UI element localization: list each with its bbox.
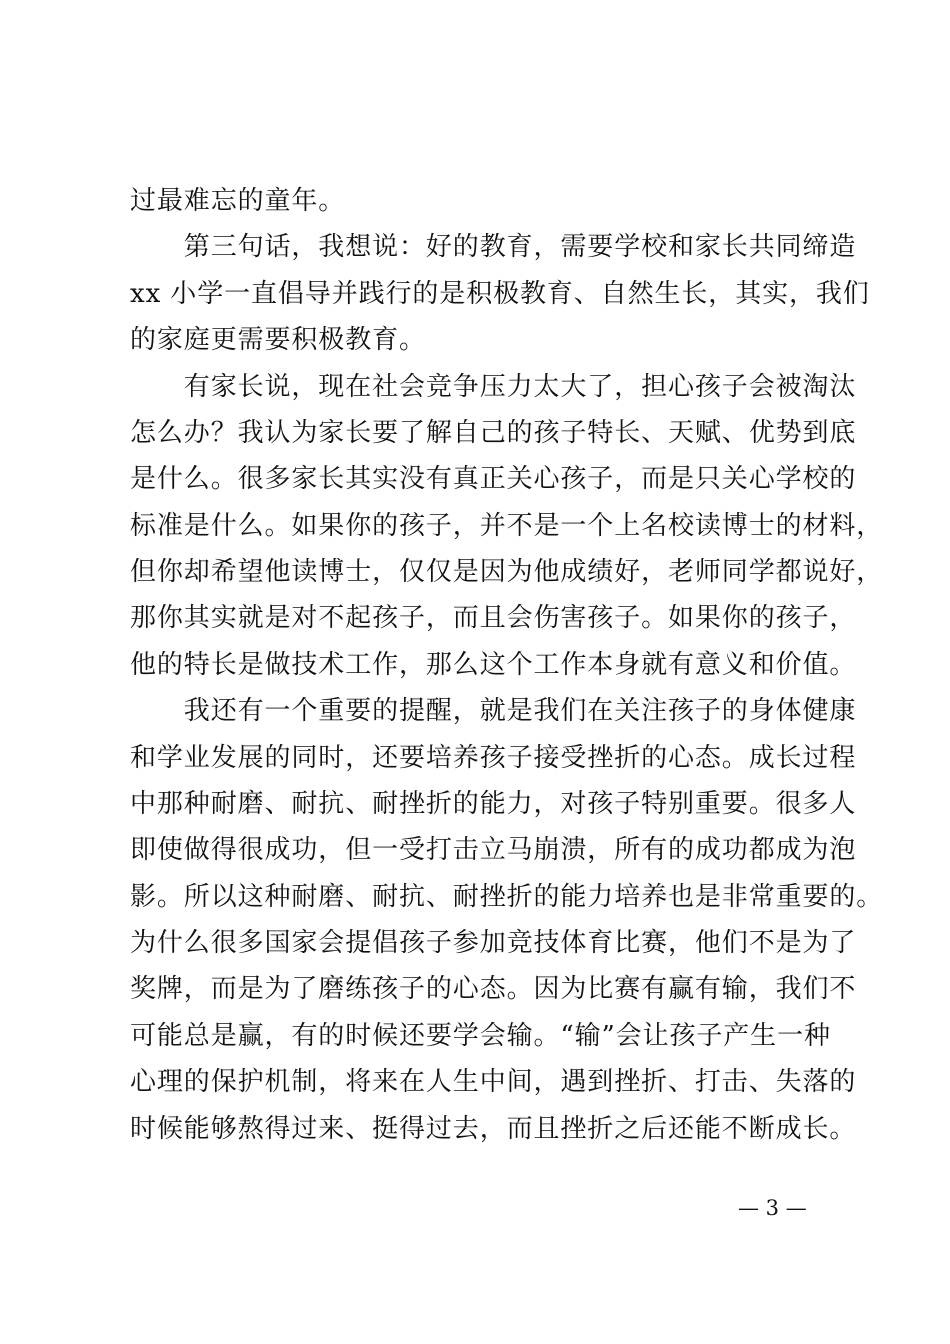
- text-line: 第三句话，我想说：好的教育，需要学校和家长共同缔造: [130, 232, 857, 262]
- text-line: 但你却希望他读博士，仅仅是因为他成绩好，老师同学都说好，: [130, 557, 884, 587]
- text-line: 的家庭更需要积极教育。: [130, 325, 426, 355]
- text-line: 心理的保护机制，将来在人生中间，遇到挫折、打击、失落的: [130, 1067, 857, 1097]
- text-line: 时候能够熬得过来、挺得过去，而且挫折之后还能不断成长。: [130, 1114, 857, 1144]
- text-line: 影。所以这种耐磨、耐抗、耐挫折的能力培养也是非常重要的。: [130, 882, 884, 912]
- text-line: 我还有一个重要的提醒，就是我们在关注孩子的身体健康: [130, 696, 857, 726]
- text-line: 那你其实就是对不起孩子，而且会伤害孩子。如果你的孩子，: [130, 603, 857, 633]
- text-line: 有家长说，现在社会竞争压力太大了，担心孩子会被淘汰: [130, 372, 857, 402]
- text-line: 是什么。很多家长其实没有真正关心孩子，而是只关心学校的: [130, 464, 857, 494]
- text-line: 过最难忘的童年。: [130, 186, 346, 216]
- text-line: 奖牌，而是为了磨练孩子的心态。因为比赛有赢有输，我们不: [130, 974, 857, 1004]
- text-line: 怎么办？我认为家长要了解自己的孩子特长、天赋、优势到底: [130, 418, 857, 448]
- text-line: xx 小学一直倡导并践行的是积极教育、自然生长，其实，我们: [130, 279, 870, 309]
- text-line: 可能总是赢，有的时候还要学会输。“输”会让孩子产生一种: [130, 1021, 831, 1051]
- text-line: 和学业发展的同时，还要培养孩子接受挫折的心态。成长过程: [130, 743, 857, 773]
- page-number: — 3 —: [738, 1196, 807, 1220]
- text-line: 他的特长是做技术工作，那么这个工作本身就有意义和价值。: [130, 650, 857, 680]
- text-line: 即使做得很成功，但一受打击立马崩溃，所有的成功都成为泡: [130, 835, 857, 865]
- text-line: 标准是什么。如果你的孩子，并不是一个上名校读博士的材料，: [130, 511, 884, 541]
- text-line: 为什么很多国家会提倡孩子参加竞技体育比赛，他们不是为了: [130, 928, 857, 958]
- text-line: 中那种耐磨、耐抗、耐挫折的能力，对孩子特别重要。很多人: [130, 789, 857, 819]
